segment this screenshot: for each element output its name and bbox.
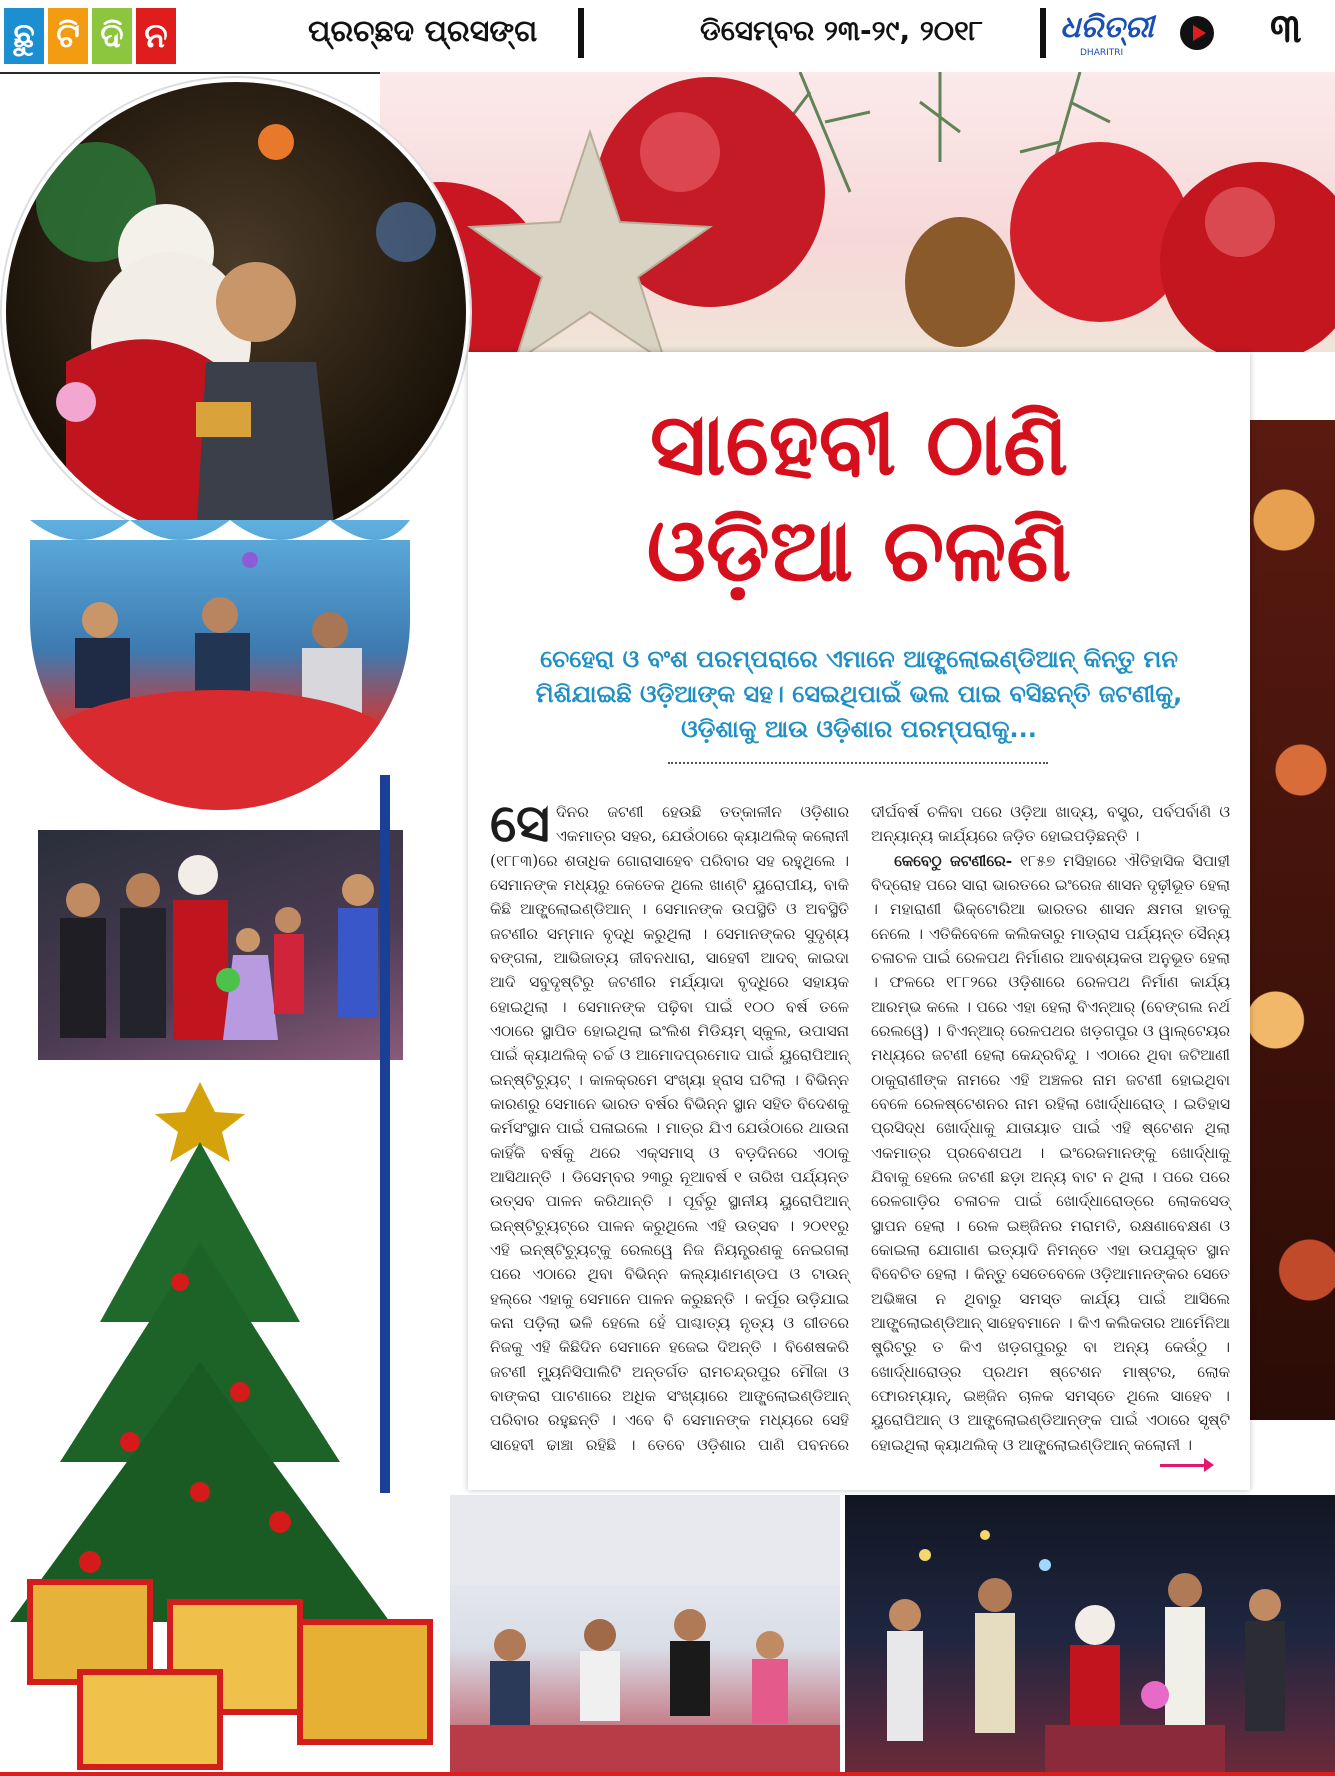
- christmas-banner-image: [380, 72, 1335, 352]
- logo-letter-2: ଟି: [48, 8, 88, 64]
- logo-letter-1: ଛୁ: [4, 8, 44, 64]
- headline-line-1: ସାହେବୀ ଠାଣି: [649, 395, 1069, 495]
- drop-cap: ସେ: [490, 794, 550, 854]
- paragraph-1-text: ଦିନର ଜଟଣୀ ହେଉଛି ତତ୍କାଳୀନ ଓଡ଼ିଶାର ଏକମାତ୍ର ସହର, ଯେଉଁଠାରେ କ୍ୟାଥଲିକ୍ କଲୋନୀ (୧୮୮୩)ରେ ଶତାଧିକ ଗୋରାସାହେବ ପରିବାର ସହ ରହୁଥିଲେ । ସେମାନଙ୍କ ମଧ୍ୟରୁ କେତେକ ଥିଲେ ଖାଣ୍ଟି ୟୁରୋପୀୟ, ବାକି କିଛି ଆଙ୍ଗ୍ଲୋଇଣ୍ଡିଆନ୍ । ସେମାନଙ୍କ ଉପସ୍ଥିତି ଓ ଅବସ୍ଥିତି ଜଟଣୀର ସମ୍ମାନ ବୃଦ୍ଧି କରୁଥିଲା । ସେମାନଙ୍କର ସୁଦୃଶ୍ୟ ବଙ୍ଗଳା, ଆଭିଜାତ୍ୟ ଜୀବନଧାରା, ସାହେବୀ ଆଦବ୍ କାଇଦା ଆଦି ସବୁଦୃଷ୍ଟିରୁ ଜଟଣୀର ମର୍ଯ୍ୟାଦା ବୃଦ୍ଧିରେ ସହାୟକ ହୋଇଥିଲା । ସେମାନଙ୍କ ପଢ଼ିବା ପାଇଁ ୧୦୦ ବର୍ଷ ତଳେ ଏଠାରେ ସ୍ଥାପିତ ହୋଇଥିଲା ଇଂଲିଶ ମିଡିୟମ୍ ସ୍କୁଲ, ଉପାସନା ପାଇଁ କ୍ୟାଥଲିକ୍ ଚର୍ଚ୍ଚ ଓ ଆମୋଦପ୍ରମୋଦ ପାଇଁ ୟୁରୋପିଆନ୍ ଇନ୍ଷ୍ଟିଚ୍ୟୁଟ୍ । କାଳକ୍ରମେ ସଂଖ୍ୟା ହ୍ରାସ ଘଟିଲା । ବିଭିନ୍ନ କାରଣରୁ ସେମାନେ ଭାରତ ବର୍ଷର ବିଭିନ୍ନ ସ୍ଥାନ ସହିତ ବିଦେଶକୁ କର୍ମସଂସ୍ଥାନ ପାଇଁ ପଳାଇଲେ । ମାତ୍ର ଯିଏ ଯେଉଁଠାରେ ଥାଉନା କାହିଁକି ବର୍ଷକୁ ଥରେ ଏକ୍ସମାସ୍ ଓ ବଡ଼ଦିନରେ ଏଠାକୁ ଆସିଥାନ୍ତି । ଡିସେମ୍ବର ୨୩ରୁ ନୂଆବର୍ଷ ୧ ତାରିଖ ପର୍ଯ୍ୟନ୍ତ ଉତ୍ସବ ପାଳନ କରିଥାନ୍ତି । ପୂର୍ବରୁ ସ୍ଥାନୀୟ ୟୁରୋପିଆନ୍ ଇନ୍ଷ୍ଟିଚ୍ୟୁଟ୍ରେ ପାଳନ କରୁଥିଲେ ଏହି ଉତ୍ସବ । ୨୦୧୧ରୁ ଏହି ଇନ୍ଷ୍ଟିଚ୍ୟୁଟ୍କୁ ରେଲୱେ ନିଜ ନିୟନ୍ତ୍ରଣକୁ ନେଇଗଲା ପରେ ଏଠାରେ ଥିବା ବିଭିନ୍ନ କଲ୍ୟାଣମଣ୍ଡପ ଓ ଟାଉନ୍ ହଲ୍ରେ ଏହାକୁ ସେମାନେ ପାଳନ କରୁଛନ୍ତି । କର୍ପୂର ଉଡ଼ିଯାଇ କନା ପଡ଼ିଲା ଭଳି ହେଲେ ହେଁ ପାଶ୍ଚାତ୍ୟ ନୃତ୍ୟ ଓ ଗୀତରେ ନିଜକୁ ଏହି କିଛିଦିନ ସେମାନେ ହଜେଇ ଦିଅନ୍ତି । ବିଶେଷକରି ଜଟଣୀ ମ୍ୟୁନିସିପାଲିଟି ଅନ୍ତର୍ଗତ ରାମଚନ୍ଦ୍ରପୁର ମୌଜା ଓ ବାଙ୍କରା ପାଟଣାରେ ଅଧିକ ସଂଖ୍ୟାରେ ଆଙ୍ଗ୍ଲୋଇଣ୍ଡିଆନ୍ ପରିବାର ରହୁଛନ୍ତି । ଏବେ ବି ସେମାନଙ୍କ ମଧ୍ୟରେ ସେହି ସାହେବୀ ଢାଞ୍ଚା ରହିଛି । ତେବେ ଓଡ଼ିଶାର ପାଣି ପବନରେ ଦୀର୍ଘବର୍ଷ ଚଳିବା ପରେ ଓଡ଼ିଆ ଖାଦ୍ୟ, ବସ୍ତ୍ର, ପର୍ବପର୍ବାଣି ଓ ଅନ୍ୟାନ୍ୟ କାର୍ଯ୍ୟରେ ଜଡ଼ିତ ହୋଇପଡ଼ିଛନ୍ତି ।: [490, 803, 1230, 1454]
- boy-face: [216, 262, 296, 342]
- paragraph-2-lead: କେବେଠୁ ଜଟଣୀରେ-: [894, 851, 1013, 870]
- dance-party-photo: [450, 1495, 840, 1772]
- logo-letter-4: ନ: [136, 8, 176, 64]
- subheadline: ଚେହେରା ଓ ବଂଶ ପରମ୍ପରାରେ ଏମାନେ ଆଙ୍ଗ୍ଲୋଇଣ୍ଡିଆନ୍ କିନ୍ତୁ ମନ ମିଶିଯାଇଛି ଓଡ଼ିଆଙ୍କ ସହ। ସେଇଥିପାଇଁ ଭଲ ପାଇ ବସିଛନ୍ତି ଜଟଣୀକୁ, ଓଡ଼ିଶାକୁ ଆଉ ଓଡ଼ିଶାର ପରମ୍ପରାକୁ...: [535, 645, 1183, 743]
- bokeh-lights-image: [1250, 420, 1335, 1420]
- article-panel: [468, 352, 1250, 1490]
- gift-box: [80, 1672, 220, 1767]
- section-name: ପ୍ରଚ୍ଛଦ ପ୍ରସଙ୍ଗ: [308, 14, 538, 49]
- paragraph-2-text: ୧୮୫୭ ମସିହାରେ ଐତିହାସିକ ସିପାହୀ ବିଦ୍ରୋହ ପରେ ସାରା ଭାରତରେ ଇଂରେଜ ଶାସନ ଦୃଢ଼ୀଭୂତ ହେଲା । ମହାରାଣୀ ଭିକ୍ଟୋରିଆ ଭାରତର ଶାସନ କ୍ଷମତା ହାତକୁ ନେଲେ । ଏତିକିବେଳେ କଲିକତାରୁ ମାଡ୍ରାସ ପର୍ଯ୍ୟନ୍ତ ସୈନ୍ୟ ଚଳାଚଳ ପାଇଁ ରେଳପଥ ନିର୍ମାଣର ଆବଶ୍ୟକତା ଅନୁଭୂତ ହେଲା । ଫଳରେ ୧୮୮୨ରେ ଓଡ଼ିଶାରେ ରେଳପଥ ନିର୍ମାଣ କାର୍ଯ୍ୟ ଆରମ୍ଭ କଲେ । ପରେ ଏହା ହେଲା ବିଏନ୍ଆର୍ (ବେଙ୍ଗଲ ନର୍ଥ ରେଲୱେ) । ବିଏନ୍ଆର୍ ରେଳପଥର ଖଡ଼ଗପୁର ଓ ୱାଲ୍ଟେୟର ମଧ୍ୟରେ ଜଟଣୀ ହେଲା କେନ୍ଦ୍ରବିନ୍ଦୁ । ଏଠାରେ ଥିବା ଜଟିଆଣୀ ଠାକୁରାଣୀଙ୍କ ନାମରେ ଏହି ଅଞ୍ଚଳର ନାମ ଜଟଣୀ ହୋଇଥିବା ବେଳେ ରେଳଷ୍ଟେଶନର ନାମ ରହିଲା ଖୋର୍ଦ୍ଧାରୋଡ୍ । ଇତିହାସ ପ୍ରସିଦ୍ଧ ଖୋର୍ଦ୍ଧାକୁ ଯାତାୟାତ ପାଇଁ ଏହି ଷ୍ଟେଶନ ଥିଲା ଏକମାତ୍ର ପ୍ରବେଶପଥ । ଇଂରେଜମାନଙ୍କୁ ଖୋର୍ଦ୍ଧାକୁ ଯିବାକୁ ହେଲେ ଜଟଣୀ ଛଡ଼ା ଅନ୍ୟ ବାଟ ନ ଥିଲା । ପରେ ପରେ ରେଳଗାଡ଼ିର ଚଳାଚଳ ପାଇଁ ଖୋର୍ଦ୍ଧାରୋଡ୍ରେ ଲୋକସେଡ୍ ସ୍ଥାପନ ହେଲା । ରେଳ ଇଞ୍ଜିନର ମରାମତି, ରକ୍ଷଣାବେକ୍ଷଣ ଓ କୋଇଲା ଯୋଗାଣ ଇତ୍ୟାଦି ନିମନ୍ତେ ଏହା ଉପଯୁକ୍ତ ସ୍ଥାନ ବିବେଚିତ ହେଲା । କିନ୍ତୁ ସେତେବେଳେ ଓଡ଼ିଆମାନଙ୍କର ସେତେ ଅଭିଜ୍ଞତା ନ ଥିବାରୁ ସମସ୍ତ କାର୍ଯ୍ୟ ପାଇଁ ଆସିଲେ ଆଙ୍ଗ୍ଲୋଇଣ୍ଡିଆନ୍ ସାହେବମାନେ । କିଏ କଲିକତାର ଆର୍ମେନିଆ ଷ୍ଟ୍ରିଟ୍ରୁ ତ କିଏ ଖଡ଼ଗପୁରରୁ ବା ଅନ୍ୟ କେଉଁଠୁ । ଖୋର୍ଦ୍ଧାରୋଡ୍ର ପ୍ରଥମ ଷ୍ଟେଶନ ମାଷ୍ଟର, ଲୋକ ଫୋରମ୍ୟାନ୍, ଇଞ୍ଜିନ ଚାଳକ ସମସ୍ତେ ଥିଲେ ସାହେବ । ୟୁରୋପିଆନ୍ ଓ ଆଙ୍ଗ୍ଲୋଇଣ୍ଡିଆନ୍ଙ୍କ ପାଇଁ ଏଠାରେ ସୃଷ୍ଟି ହୋଇଥିଲା କ୍ୟାଥଲିକ୍ ଓ ଆଙ୍ଗ୍ଲୋଇଣ୍ଡିଆନ୍ କଲୋନୀ ।: [871, 851, 1230, 1454]
- christmas-ornaments-illustration: [380, 72, 1335, 352]
- play-icon: [1180, 16, 1214, 50]
- bottom-strip: [0, 1772, 1335, 1776]
- pinecone: [905, 217, 1015, 347]
- christmas-dinner-photo: [30, 520, 410, 810]
- logo-letter-3: ଦି: [92, 8, 132, 64]
- article-body: [490, 794, 1230, 1460]
- gift-box: [300, 1622, 430, 1742]
- dotted-divider: [668, 762, 1048, 764]
- santa-with-boy-photo: [2, 78, 470, 546]
- article-paragraph: [871, 849, 1230, 1457]
- headline: [468, 395, 1250, 602]
- headline-line-2: ଓଡ଼ିଆ ଚଳଣି: [646, 501, 1072, 602]
- issue-date: ଡିସେମ୍ବର ୨୩-୨୯, ୨୦୧୮: [700, 14, 984, 47]
- masthead-divider: [578, 8, 584, 58]
- masthead: [0, 0, 1335, 74]
- gift-box: [30, 1582, 150, 1682]
- continue-arrow-icon: [1160, 1464, 1210, 1467]
- santa-party-photo: [38, 830, 403, 1060]
- brand-logo: ଧରିତ୍ରୀ: [1060, 10, 1154, 45]
- red-bauble: [1010, 142, 1190, 322]
- gift-box: [196, 402, 251, 437]
- brand-logo-subtitle: DHARITRI: [1080, 48, 1124, 58]
- accent-bar: [380, 775, 390, 1493]
- page-number: ୩: [1270, 6, 1302, 52]
- boy-vest: [196, 362, 336, 542]
- family-gathering-photo: [845, 1495, 1335, 1772]
- masthead-divider-2: [1040, 8, 1046, 58]
